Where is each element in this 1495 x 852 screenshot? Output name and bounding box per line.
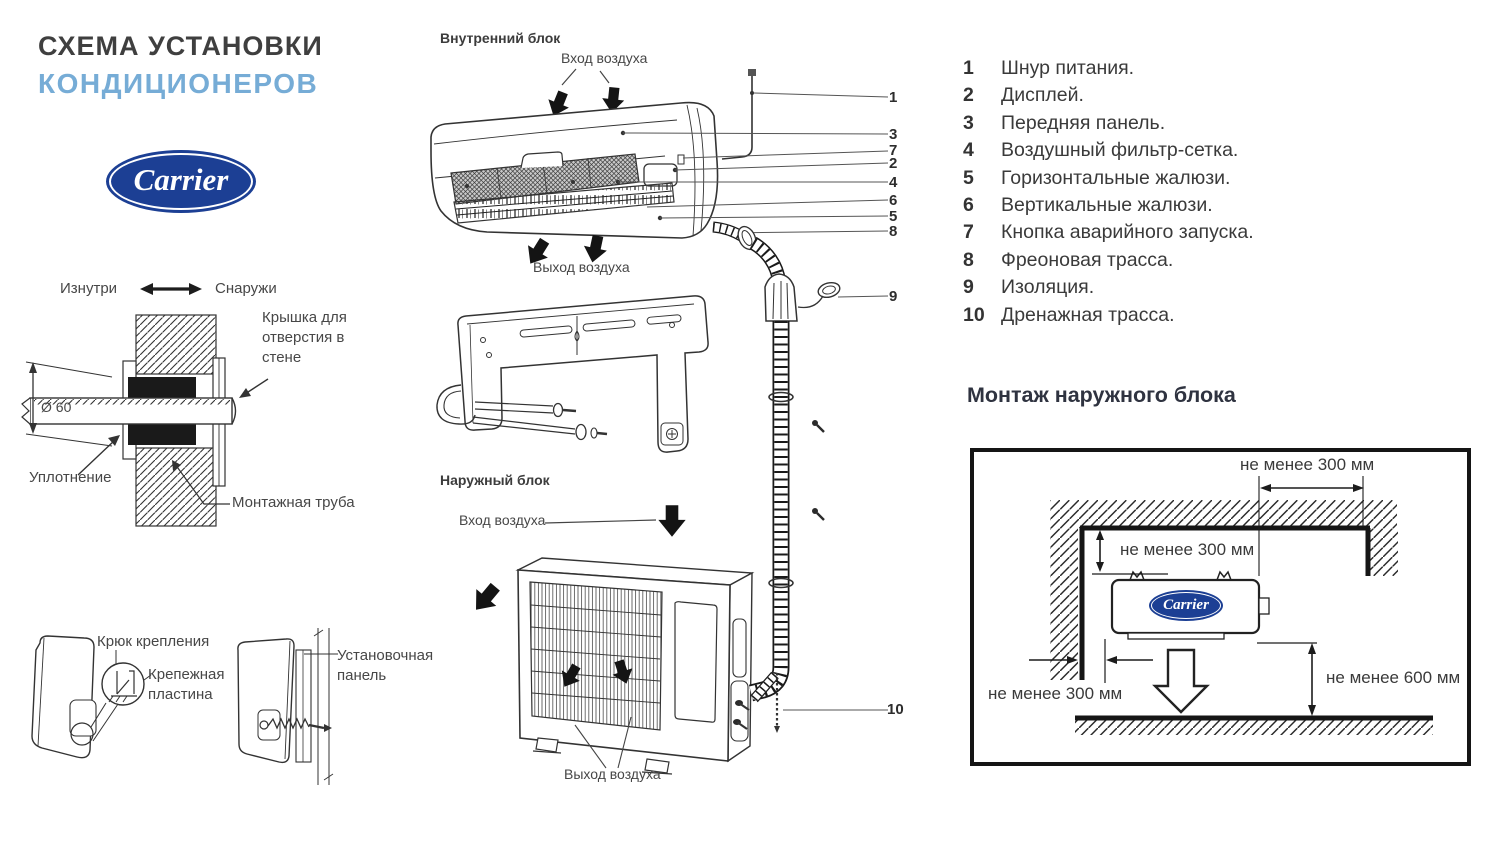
callout-8: 8 bbox=[889, 223, 898, 240]
item-label: Изоляция. bbox=[1001, 276, 1095, 299]
clearance-bottom-label: не менее 600 мм bbox=[1326, 668, 1461, 687]
outdoor-grille bbox=[530, 582, 662, 730]
plate-label: Крепежная пластина bbox=[148, 666, 225, 703]
list-item bbox=[963, 221, 1254, 248]
callout-2: 2 bbox=[889, 155, 898, 172]
seal-label: Уплотнение bbox=[29, 469, 112, 486]
panel-label: Установочная панель bbox=[337, 647, 434, 684]
item-label: Передняя панель. bbox=[1001, 111, 1166, 134]
item-number: 1 bbox=[963, 57, 974, 79]
list-item bbox=[963, 167, 1254, 194]
item-number: 3 bbox=[963, 111, 974, 134]
item-label: Шнур питания. bbox=[1001, 57, 1135, 79]
outdoor-side-panel bbox=[675, 602, 717, 723]
outdoor-unit-title: Наружный блок bbox=[440, 472, 550, 488]
mounting-pipe-label: Монтажная труба bbox=[232, 494, 355, 511]
carrier-logo-text: Carrier bbox=[1163, 596, 1209, 613]
hook-detail-circle bbox=[102, 650, 151, 705]
list-item bbox=[963, 194, 1254, 221]
carrier-logo-text: Carrier bbox=[133, 162, 229, 197]
callout-7: 7 bbox=[889, 142, 898, 159]
hole-cover-label: Крышка для отверстия в стене bbox=[262, 309, 347, 366]
item-number: 7 bbox=[963, 221, 974, 244]
page-title-line1: СХЕМА УСТАНОВКИ bbox=[38, 31, 323, 61]
diameter-label: Ø 60 bbox=[41, 399, 72, 415]
emergency-button bbox=[678, 155, 684, 164]
item-number: 8 bbox=[963, 248, 974, 271]
clearance-wall-label: не менее 300 мм bbox=[1120, 540, 1255, 559]
callout-5: 5 bbox=[889, 208, 898, 225]
list-item bbox=[963, 57, 1254, 84]
central-units-drawing bbox=[425, 25, 945, 825]
item-number: 5 bbox=[963, 166, 974, 189]
hooks-drawing bbox=[20, 610, 450, 810]
outdoor-mount-title: Монтаж наружного блока bbox=[967, 383, 1236, 407]
outdoor-air-out-label: Выход воздуха bbox=[564, 766, 661, 782]
list-item bbox=[963, 249, 1254, 276]
list-item bbox=[963, 304, 1254, 331]
inside-label: Изнутри bbox=[60, 280, 118, 297]
page-title-line2: КОНДИЦИОНЕРОВ bbox=[38, 68, 319, 99]
callout-10: 10 bbox=[887, 701, 904, 718]
insulation-ring bbox=[817, 280, 842, 299]
power-cord bbox=[722, 69, 756, 159]
item-number: 2 bbox=[963, 84, 974, 107]
callout-9: 9 bbox=[889, 288, 898, 305]
callout-6: 6 bbox=[889, 192, 898, 209]
tilted-unit-on-panel bbox=[238, 628, 338, 785]
outdoor-air-in-label: Вход воздуха bbox=[459, 512, 546, 528]
item-label: Воздушный фильтр-сетка. bbox=[1001, 139, 1239, 162]
outside-label: Снаружи bbox=[215, 280, 277, 297]
parts-list bbox=[963, 57, 1254, 331]
clearance-left-label: не менее 300 мм bbox=[988, 684, 1123, 703]
list-item bbox=[963, 112, 1254, 139]
callout-1: 1 bbox=[889, 89, 898, 106]
carrier-logo-small bbox=[1149, 590, 1223, 621]
indoor-unit-side-view bbox=[32, 636, 118, 758]
list-item bbox=[963, 139, 1254, 166]
callout-4: 4 bbox=[889, 174, 898, 191]
inside-outside-arrow bbox=[140, 283, 202, 295]
carrier-logo bbox=[106, 150, 256, 213]
clearance-top-label: не менее 300 мм bbox=[1240, 455, 1375, 474]
item-number: 4 bbox=[963, 139, 974, 162]
hook-label: Крюк крепления bbox=[97, 633, 210, 650]
wall-section-drawing bbox=[20, 265, 440, 550]
item-label: Вертикальные жалюзи. bbox=[1001, 193, 1213, 216]
hole-cover-arrow bbox=[239, 379, 268, 398]
item-label: Дренажная трасса. bbox=[1001, 303, 1175, 326]
item-number: 10 bbox=[963, 303, 985, 326]
item-label: Дисплей. bbox=[1001, 84, 1084, 107]
item-number: 9 bbox=[963, 276, 974, 299]
list-item bbox=[963, 84, 1254, 111]
outdoor-unit-drawing bbox=[518, 558, 752, 774]
item-label: Фреоновая трасса. bbox=[1001, 248, 1174, 271]
filter-handle bbox=[521, 152, 563, 168]
item-label: Кнопка аварийного запуска. bbox=[1001, 221, 1254, 244]
indoor-air-in-label: Вход воздуха bbox=[561, 50, 648, 66]
callout-3: 3 bbox=[889, 126, 898, 143]
item-number: 6 bbox=[963, 193, 974, 216]
indoor-air-out-label: Выход воздуха bbox=[533, 259, 630, 275]
item-label: Горизонтальные жалюзи. bbox=[1001, 166, 1231, 189]
indoor-unit-title: Внутренний блок bbox=[440, 30, 561, 46]
list-item bbox=[963, 276, 1254, 303]
